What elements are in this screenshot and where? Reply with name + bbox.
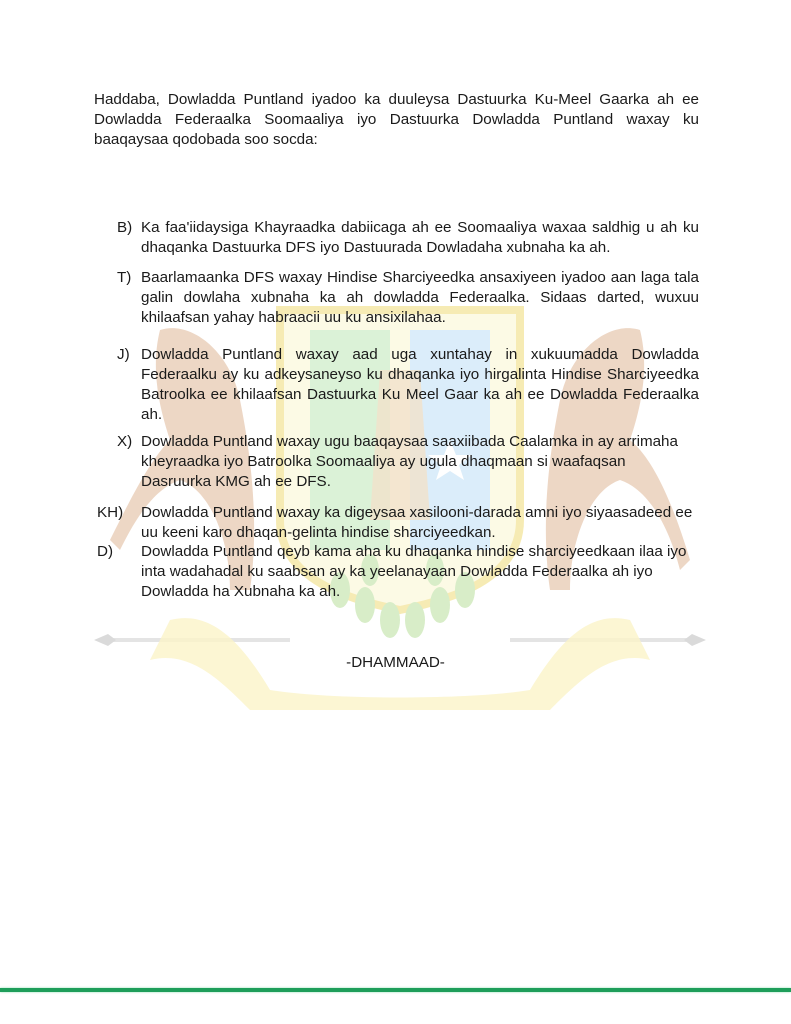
list-item-t: [117, 268, 699, 328]
list-item-kh: [97, 503, 699, 543]
item-label: D): [97, 543, 114, 560]
intro-paragraph: Haddaba, Dowladda Puntland iyadoo ka duuleysa Dastuurka Ku-Meel Gaarka ah ee Dowladda Federaalka Soomaaliya iyo Dastuurka Dowladda Puntland waxay ku baaqaysaa qodobada soo socda:: [94, 91, 699, 148]
item-text: Baarlamaanka DFS waxay Hindise Sharciyeedka ansaxiyeen iyadoo aan laga tala galin dowlaha xubnaha ka ah dowladda Federaalka. Sidaas darted, wuxuu khilaafsan yahay habraacii uu ku ansixilahaa.: [141, 269, 699, 326]
footer-divider: [0, 988, 791, 992]
item-text: Ka faa'iidaysiga Khayraadka dabiicaga ah ee Soomaaliya waxaa saldhig u ah ku dhaqanka Dastuurka DFS iyo Dastuurada Dowladaha xubnaha ka ah.: [141, 219, 699, 256]
item-label: T): [117, 269, 132, 286]
item-label: KH): [97, 504, 124, 521]
list-item-x: [117, 432, 699, 492]
item-label: B): [117, 219, 133, 236]
item-text: Dowladda Puntland waxay ka digeysaa xasilooni-darada amni iyo siyaasadeed ee uu keeni karo dhaqan-gelinta hindise sharciyeedkan.: [141, 504, 693, 541]
item-label: J): [117, 346, 130, 363]
item-label: X): [117, 433, 133, 450]
list-item-d: [97, 542, 699, 602]
list-item-j: [117, 345, 699, 425]
item-text: Dowladda Puntland waxay aad uga xuntahay in xukuumadda Dowladda Federaalku ay ku adkeysaneyso ku dhaqanka iyo hirgalinta Hindise Sharciyeedka Batroolka ee khilaafsan Dastuurka Ku Meel Gaar ka ah ee Dowladda Federaalka ah.: [141, 346, 699, 423]
closing-text: -DHAMMAAD-: [346, 654, 445, 671]
item-text: Dowladda Puntland qeyb kama aha ku dhaqanka hindise sharciyeedkaan ilaa iyo inta wadahadal ku saabsan ay ka yeelanayaan Dowladda Federaalka ah iyo Dowladda ha Xubnaha ka ah.: [141, 543, 687, 600]
list-item-b: [117, 218, 699, 258]
item-text: Dowladda Puntland waxay ugu baaqaysaa saaxiibada Caalamka in ay arrimaha kheyraadka iyo Batroolka Soomaaliya ay ugula dhaqmaan si waafaqsan Dasruurka KMG ah ee DFS.: [141, 433, 678, 490]
